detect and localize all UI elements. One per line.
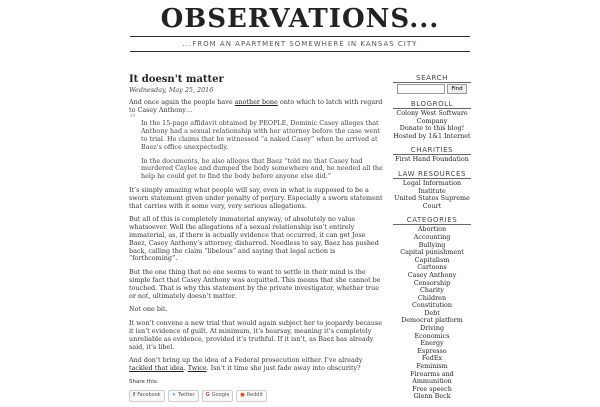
category-link[interactable]: Firearms and Ammunition [410,369,454,386]
category-link[interactable]: Capitalism [414,255,450,264]
search-widget [393,74,471,94]
share-label: Facebook [137,391,161,398]
blogroll-link[interactable]: Donate to this blog! [399,124,465,133]
category-link[interactable]: Economics [414,331,450,340]
post [129,74,383,402]
search-row [393,84,471,94]
site-title[interactable]: OBSERVATIONS... [160,4,440,34]
quote-icon: “ [129,112,137,129]
categories-title: CATEGORIES [393,216,471,225]
post-title[interactable]: It doesn't matter [129,74,224,85]
site-tagline: ...FROM AN APARTMENT SOMEWHERE IN KANSAS CITY [182,40,418,48]
post-paragraph-2: But all of this is completely immaterial anyway, of absolutely no value whatsoever. Well the allegations of a sexual relationship isn’t entirely immaterial, as, if there is actually evidence that occurred, it can get Jose Baez, Casey Anthony’s attorney, disbarred. Needless to say, Baez has pushed back, calling the claim “libelous” and saying that legal action is “forthcoming”. [129,215,379,263]
legal-title: LAW RESOURCES [393,170,471,179]
charities-widget [393,146,471,164]
search-title: SEARCH [393,74,471,83]
charity-link[interactable]: First Hand Foundation [395,155,469,164]
category-link[interactable]: Driving [419,324,445,333]
category-link[interactable]: Children [417,293,447,302]
category-link[interactable]: Feminism [416,362,448,371]
category-link[interactable]: Espresso [417,346,447,355]
twitter-icon: ✦ [171,391,176,398]
post-paragraph-1: It’s simply amazing what people will say, even in what is supposed to be a sworn statement given under penalty of perjury. Especially a sworn statement that carries with it some very, very serious allegations. [129,185,383,210]
quote-paragraph-1: In the 15-page affidavit obtained by PEOPLE, Dominic Casey alleges that Anthony had a sexual relationship with her attorney before the case went to trial. He claims that he witnessed “a naked Casey” when he arrived at Baez’s office unexpectedly. [141,119,380,151]
blogroll-title: BLOGROLL [393,100,471,109]
category-link[interactable]: Energy [420,339,444,348]
category-link[interactable]: Accounting [413,232,451,241]
share-label: Google [211,391,230,398]
share-title: Share this: [129,378,159,385]
category-link[interactable]: Glenn Beck [413,392,451,401]
charities-title: CHARITIES [393,146,471,155]
legal-widget [393,170,471,210]
category-link[interactable]: Debt [424,308,440,317]
category-link[interactable]: Capital punishment [400,248,464,257]
sidebar [393,74,471,407]
intro-text-end: onto which to latch with regard to Casey Anthony… [129,97,383,114]
p6-text: And don’t bring up the idea of a Federal prosecution either. I’ve already [129,356,363,365]
category-link[interactable]: Cartoons [417,263,447,272]
quote-block [129,112,383,181]
post-paragraph-5: It won’t convene a new trial that would again subject her to jeopardy because it isn’t evidence of guilt. At minimum, it’s hearsay, meaning it’s completely unreliable as evidence, provided it’s truthful. If it isn’t, as Baez has already said, it’s libel. [129,319,383,351]
category-link[interactable]: Censorship [413,278,451,287]
reddit-icon: ● [240,391,245,398]
blogroll-widget [393,100,471,140]
category-link[interactable]: Abortion [417,225,447,234]
masthead [0,0,600,52]
google-icon: G [205,391,210,398]
category-link[interactable]: Free speech [412,384,452,393]
twice-link[interactable]: Twice [187,364,207,373]
category-link[interactable]: Bullying [418,240,446,249]
intro-text: And once again the people have [129,97,235,106]
category-link[interactable]: Democrat platform [401,316,463,325]
quote-paragraph-2: In the documents, he also alleges that Baez “told me that Casey had murdered Caylee and dumped the body somewhere and, he needed all the help he could get to find the body before anyone else did.” [141,156,383,181]
another-bone-link[interactable]: another bone [234,97,278,106]
post-paragraph-4: Not one bit. [129,305,168,314]
share-label: Reddit [246,391,263,398]
blogroll-link[interactable]: Hosted by 1&1 Internet [393,131,471,140]
legal-link[interactable]: Legal Information Institute [402,178,462,195]
blogroll-link[interactable]: Colony West Software Company [396,109,468,125]
p6-text-end: . Isn’t it time she just fade away into obscurity? [206,364,361,373]
p6-mid: . [183,364,188,373]
category-link[interactable]: Charity [419,286,445,295]
post-intro [129,99,383,115]
category-link[interactable]: FedEx [421,354,443,363]
tackled-link[interactable]: tackled that idea [129,364,184,373]
post-date: Wednesday, May 25, 2016 [129,86,214,94]
share-label: Twitter [177,391,195,398]
find-button[interactable]: Find [447,84,466,94]
facebook-icon: f [133,391,136,398]
category-list [393,226,471,401]
category-link[interactable]: Constitution [411,301,452,310]
search-input[interactable] [397,84,445,94]
post-paragraph-3: But the one thing that no one seems to want to settle in their mind is the simple fact that Casey Anthony was acquitted. This means that she cannot be touched. That is why this statement by the private investigator, whether true or not, ultimately doesn’t matter. [129,268,381,300]
legal-link[interactable]: United States Supreme Court [394,194,470,210]
post-paragraph-6 [129,357,383,373]
categories-widget [393,216,471,401]
category-link[interactable]: Casey Anthony [407,270,457,279]
header-rule-top [130,36,470,37]
header-rule-bottom [130,51,470,52]
